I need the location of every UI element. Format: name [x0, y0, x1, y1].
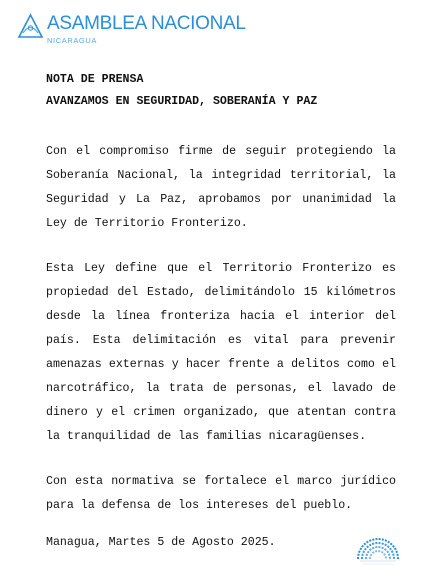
brand — [47, 10, 246, 46]
press-release — [46, 69, 396, 555]
date-line: Managua, Martes 5 de Agosto 2025. — [46, 536, 276, 549]
document-label: NOTA DE PRENSA — [46, 73, 144, 86]
paragraph-3: Con esta normativa se fortalece el marco jurídico para la defensa de los intereses del pueblo. — [46, 475, 396, 512]
parliament-seats-icon — [352, 533, 404, 569]
document-title: AVANZAMOS EN SEGURIDAD, SOBERANÍA Y PAZ — [46, 95, 318, 108]
seat-arc — [362, 543, 394, 559]
letterhead — [17, 10, 246, 50]
national-emblem-icon — [17, 13, 44, 40]
paragraph-2: Esta Ley define que el Territorio Fronterizo es propiedad del Estado, delimitándolo 15 kilómetros desde la línea fronteriza hacia el interior del país. Esta delimitación es vital para prevenir amenazas externas y hacer frente a delitos como el narcotráfico, la trata de personas, el lavado de dinero y el crimen organizado, que atentan contra la tranquilidad de las familias nicaragüenses. — [46, 262, 396, 443]
brand-name: ASAMBLEA NACIONAL — [47, 13, 246, 34]
brand-subtitle: NICARAGUA — [47, 36, 97, 45]
seat-arc — [358, 539, 398, 559]
seat-arc — [370, 551, 386, 559]
paragraph-1: Con el compromiso firme de seguir protegiendo la Soberanía Nacional, la integridad territorial, la Seguridad y La Paz, aprobamos por unanimidad la Ley de Territorio Fronterizo. — [46, 145, 396, 230]
